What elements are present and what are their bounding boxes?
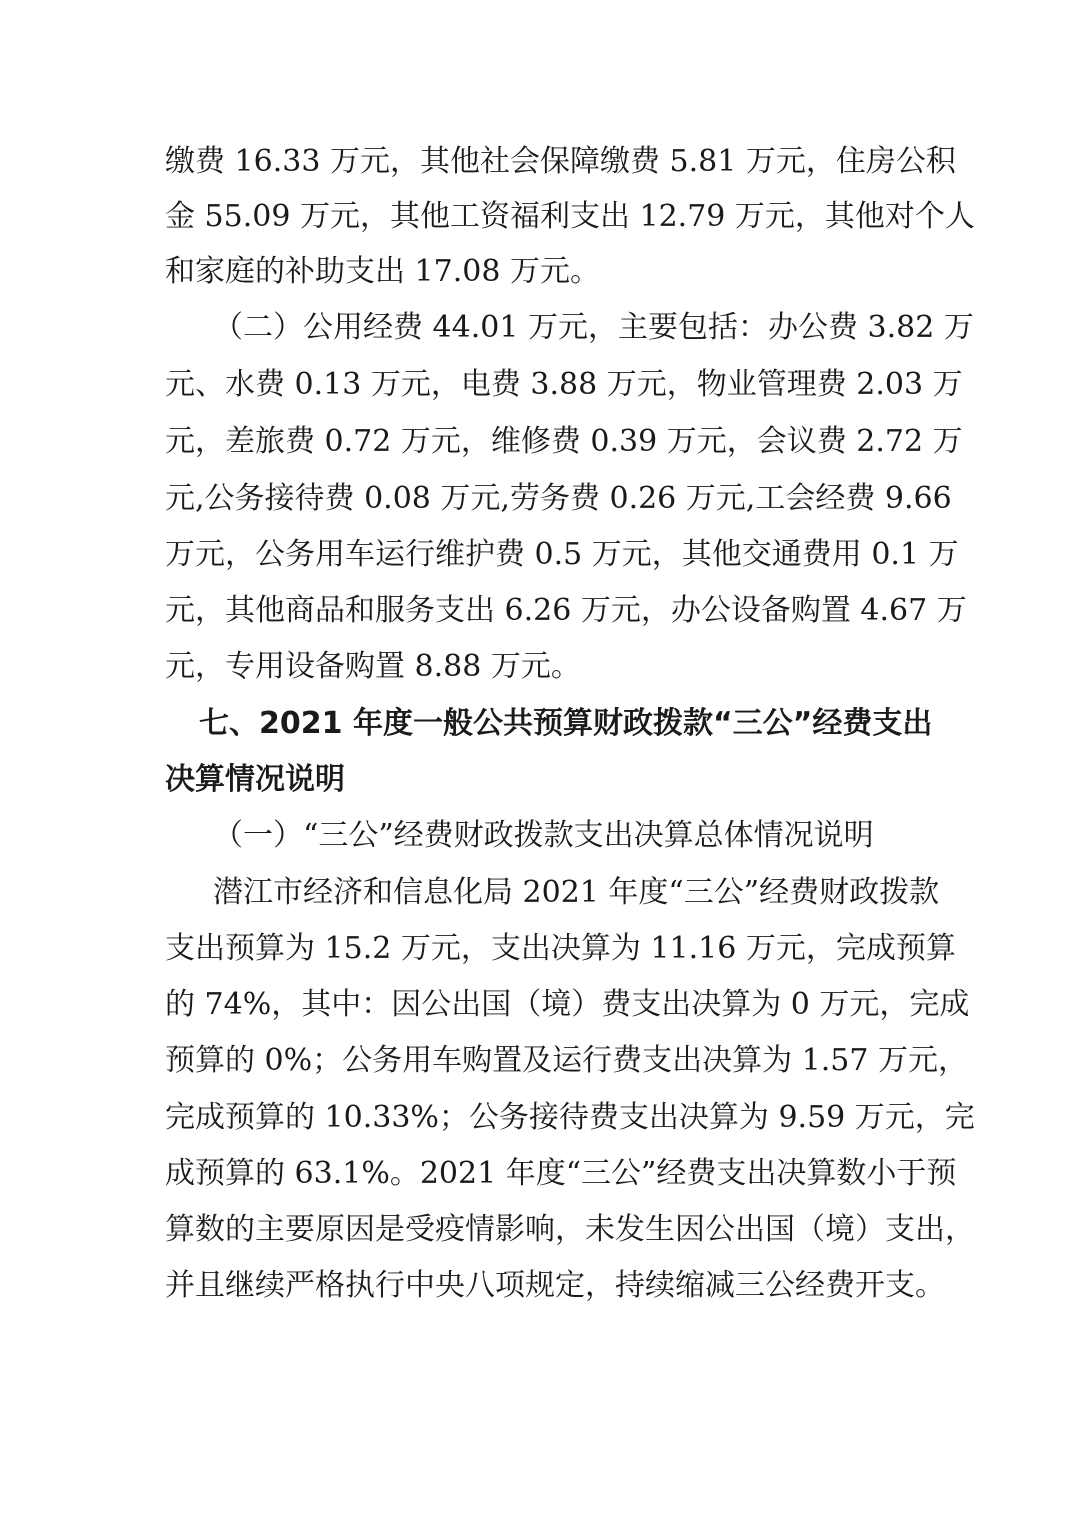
paragraph-3-line-2: 支出预算为 15.2 万元，支出决算为 11.16 万元，完成预算 — [165, 931, 956, 966]
paragraph-3-line-8: 并且继续严格执行中央八项规定，持续缩减三公经费开支。 — [165, 1268, 945, 1303]
paragraph-3-line-7: 算数的主要原因是受疫情影响，未发生因公出国（境）支出， — [165, 1212, 975, 1247]
paragraph-2-line-2: 元、水费 0.13 万元，电费 3.88 万元，物业管理费 2.03 万 — [165, 367, 963, 402]
paragraph-1-line-2: 金 55.09 万元，其他工资福利支出 12.79 万元，其他对个人 — [165, 199, 975, 234]
paragraph-2-line-5: 万元，公务用车运行维护费 0.5 万元，其他交通费用 0.1 万 — [165, 537, 959, 572]
paragraph-3-line-3: 的 74%，其中：因公出国（境）费支出决算为 0 万元，完成 — [165, 987, 970, 1022]
section-heading-line-2: 决算情况说明 — [165, 762, 345, 797]
paragraph-2-line-6: 元，其他商品和服务支出 6.26 万元，办公设备购置 4.67 万 — [165, 593, 967, 628]
paragraph-2-line-4: 元,公务接待费 0.08 万元,劳务费 0.26 万元,工会经费 9.66 — [165, 481, 952, 516]
subheading: （一）“三公”经费财政拨款支出决算总体情况说明 — [213, 818, 874, 853]
paragraph-1-line-3: 和家庭的补助支出 17.08 万元。 — [165, 254, 600, 289]
paragraph-2-line-7: 元，专用设备购置 8.88 万元。 — [165, 649, 581, 684]
paragraph-1-line-1: 缴费 16.33 万元，其他社会保障缴费 5.81 万元，住房公积 — [165, 144, 956, 179]
paragraph-3-line-6: 成预算的 63.1%。2021 年度“三公”经费支出决算数小于预 — [165, 1156, 957, 1191]
paragraph-3-line-4: 预算的 0%；公务用车购置及运行费支出决算为 1.57 万元， — [165, 1043, 968, 1078]
section-heading-line-1: 七、2021 年度一般公共预算财政拨款“三公”经费支出 — [199, 706, 933, 741]
paragraph-2-line-3: 元，差旅费 0.72 万元，维修费 0.39 万元，会议费 2.72 万 — [165, 424, 963, 459]
paragraph-2-line-1: （二）公用经费 44.01 万元，主要包括：办公费 3.82 万 — [213, 310, 974, 345]
paragraph-3-line-1: 潜江市经济和信息化局 2021 年度“三公”经费财政拨款 — [213, 875, 940, 910]
paragraph-3-line-5: 完成预算的 10.33%；公务接待费支出决算为 9.59 万元，完 — [165, 1100, 975, 1135]
